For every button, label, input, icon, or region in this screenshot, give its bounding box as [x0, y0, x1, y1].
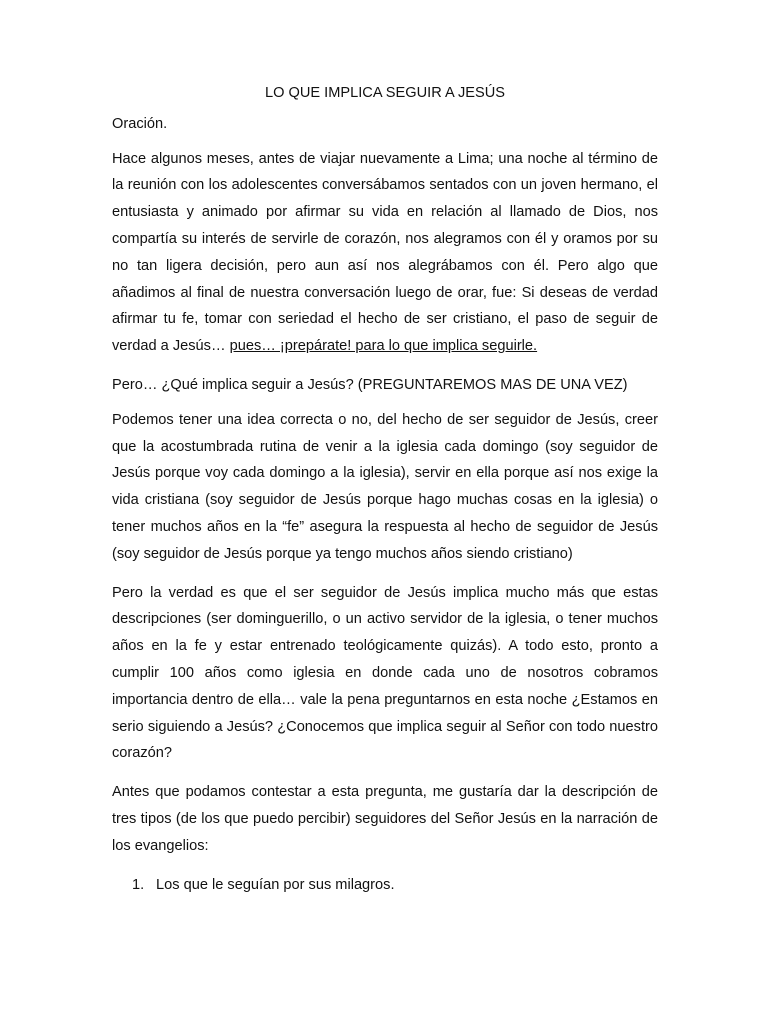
paragraph-1-text: Hace algunos meses, antes de viajar nuevamente a Lima; una noche al término de la reunión con los adolescentes conversábamos sentados con un joven hermano, el entusiasta y animado por afirmar su vida en relación al llamado de Dios, nos compartía su interés de servirle de corazón, nos alegramos con él y oramos por su no tan ligera decisión, pero aun así nos alegrábamos con él. Pero algo que añadimos al final de nuestra conversación luego de orar, fue: Si deseas de verdad afirmar tu fe, tomar con seriedad el hecho de ser cristiano, el paso de seguir de verdad a Jesús… [112, 150, 658, 355]
paragraph-2: Podemos tener una idea correcta o no, del hecho de ser seguidor de Jesús, creer que la acostumbrada rutina de venir a la iglesia cada domingo (soy seguidor de Jesús porque voy cada domingo a la iglesia), servir en ella porque así nos exige la vida cristiana (soy seguidor de Jesús porque hago muchas cosas en la iglesia) o tener muchos años en la “fe” asegura la respuesta al hecho de seguidor de Jesús (soy seguidor de Jesús porque ya tengo muchos años siendo cristiano) [112, 411, 658, 562]
prayer-heading: Oración. [112, 115, 168, 132]
paragraph-1 [112, 146, 658, 360]
follower-types-list [112, 872, 658, 899]
document-title: LO QUE IMPLICA SEGUIR A JESÚS [264, 85, 506, 101]
paragraph-4: Antes que podamos contestar a esta pregunta, me gustaría dar la descripción de tres tipos (de los que puedo percibir) seguidores del Señor Jesús en la narración de los evangelios: [112, 784, 658, 854]
list-item-number: 1. [132, 876, 145, 893]
paragraph-1-underlined-text: pues… ¡prepárate! para lo que implica seguirle. [229, 338, 538, 355]
list-item-text: Los que le seguían por sus milagros. [156, 876, 395, 893]
list-item [112, 872, 658, 899]
paragraph-3: Pero la verdad es que el ser seguidor de Jesús implica mucho más que estas descripciones (ser dominguerillo, o un activo servidor de la iglesia, o tener muchos años en la fe y estar entrenado teológicamente quizás). A todo esto, pronto a cumplir 100 años como iglesia en donde cada uno de nosotros cobramos importancia dentro de ella… vale la pena preguntarnos en esta noche ¿Estamos en serio siguiendo a Jesús? ¿Conocemos que implica seguir al Señor con todo nuestro corazón? [112, 584, 658, 762]
document-body [112, 80, 658, 898]
question-line: Pero… ¿Qué implica seguir a Jesús? (PREGUNTAREMOS MAS DE UNA VEZ) [112, 376, 628, 393]
